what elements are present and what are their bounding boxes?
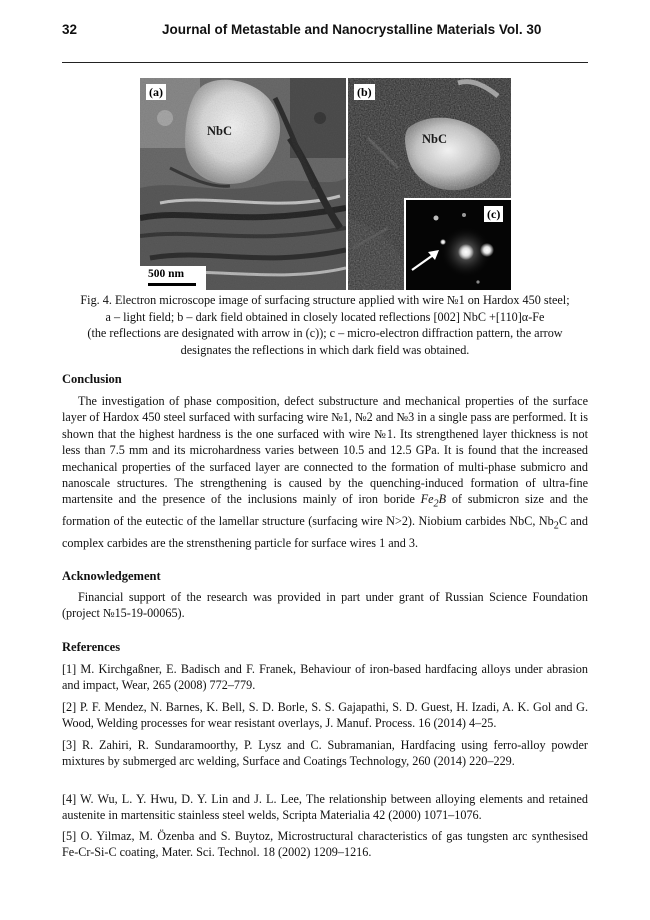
formula-fe: Fe [420,492,434,507]
reference-item: [5] O. Yilmaz, M. Özenba and S. Buytoz, Microstructural characteristics of gas tungsten arc synthesised Fe-Cr-Si-C coating, Mater. Sci. Technol. 18 (2002) 1209–1216. [62,829,588,860]
header-rule [62,62,588,63]
panel-a-bright-field-image [140,78,346,290]
scale-bar-label: 500 nm [148,268,185,280]
scale-bar [140,266,206,290]
nbc-label-b: NbC [422,132,448,146]
page-header [62,22,588,44]
conclusion-paragraph [62,393,588,552]
caption-line: (the reflections are designated with arrow in (c)); c – micro-electron diffraction pattern, the arrow [87,326,563,340]
page-number: 32 [62,22,78,37]
nb2c-subscript: 2 [553,520,559,532]
diffraction-spot [440,239,446,245]
diffraction-spot-center [458,244,474,260]
formula-fe-subscript: 2 [433,498,439,510]
nbc-label-a: NbC [207,124,233,138]
panel-b-label: (b) [354,84,375,100]
panel-c-diffraction-inset [404,198,511,290]
conclusion-text-part: The investigation of phase composition, defect substructure and mechanical properties of the surface layer of Hardox 450 steel surfaced with surfacing wire №1, №2 and №3 in a single pass are performed. It is shown that the highest hardness is the one surfaced with wire №1. Its strengthened layer thickness is not less than 7.5 mm and its microhardness varies between 10.5 and 12.5 GPa. It is found that the increased mechanical properties of the surfaced layer are connected to the formation of multi-phase submicro and nanoscale structures. The strengthening is caused by the quenching-induced formation of ultra-fine martensite and the presence of the inclusions mainly of iron boride [62,394,588,507]
figure-caption [62,292,588,358]
diffraction-spot [480,243,494,257]
reference-item: [3] R. Zahiri, R. Sundaramoorthy, P. Lysz and C. Subramanian, Hardfacing using ferro-alloy powder mixtures by submerged arc welding, Surface and Coatings Technology, 260 (2014) 220–229. [62,738,588,769]
reference-item: [1] M. Kirchgaßner, E. Badisch and F. Franek, Behaviour of iron-based hardfacing alloys under abrasion and impact, Wear, 265 (2008) 772–779. [62,662,588,693]
caption-line: a – light field; b – dark field obtained in closely located reflections [002] NbC +[110]α-Fe [105,309,545,324]
panel-c-label: (c) [484,206,503,222]
reference-item: [2] P. F. Mendez, N. Barnes, K. Bell, S. D. Borle, S. S. Gajapathi, S. D. Guest, H. Izadi, A. K. Gol and G. Wood, Welding processes for wear resistant overlays, J. Manuf. Process. 16 (2014) 4–25. [62,700,588,731]
acknowledgement-heading: Acknowledgement [62,569,161,583]
acknowledgement-paragraph: Financial support of the research was provided in part under grant of Russian Science Foundation (project №15-19-00065). [62,590,588,621]
conclusion-heading: Conclusion [62,372,122,386]
diffraction-spot [434,216,439,221]
panel-b-dark-field-image [348,78,511,290]
conclusion-text-part: C and complex carbides are the strensthening particle for surface wires 1 and 3. [62,514,588,551]
diffraction-spot [462,213,466,217]
figure-4 [140,78,511,290]
formula-b: B [438,492,447,507]
conclusion-text-part: of submicron size and the formation of the eutectic of the lamellar structure (surfacing wire N>2). Niobium carbides NbC, Nb [62,492,588,529]
scale-bar-line [148,283,196,286]
references-heading: References [62,640,121,654]
formula-fe2b [420,492,447,510]
reference-item: [4] W. Wu, L. Y. Hwu, D. Y. Lin and J. L. Lee, The relationship between alloying elements and retained austenite in martensitic stainless steel welds, Scripta Materialia 42 (2000) 1071–1076. [62,792,588,823]
caption-line: Fig. 4. Electron microscope image of surfacing structure applied with wire №1 on Hardox 450 steel; [80,293,570,307]
caption-line: designates the reflections in which dark field was obtained. [180,342,470,357]
diffraction-spot [476,280,479,283]
panel-a-label: (a) [146,84,166,100]
journal-title: Journal of Metastable and Nanocrystalline Materials Vol. 30 [162,22,542,37]
